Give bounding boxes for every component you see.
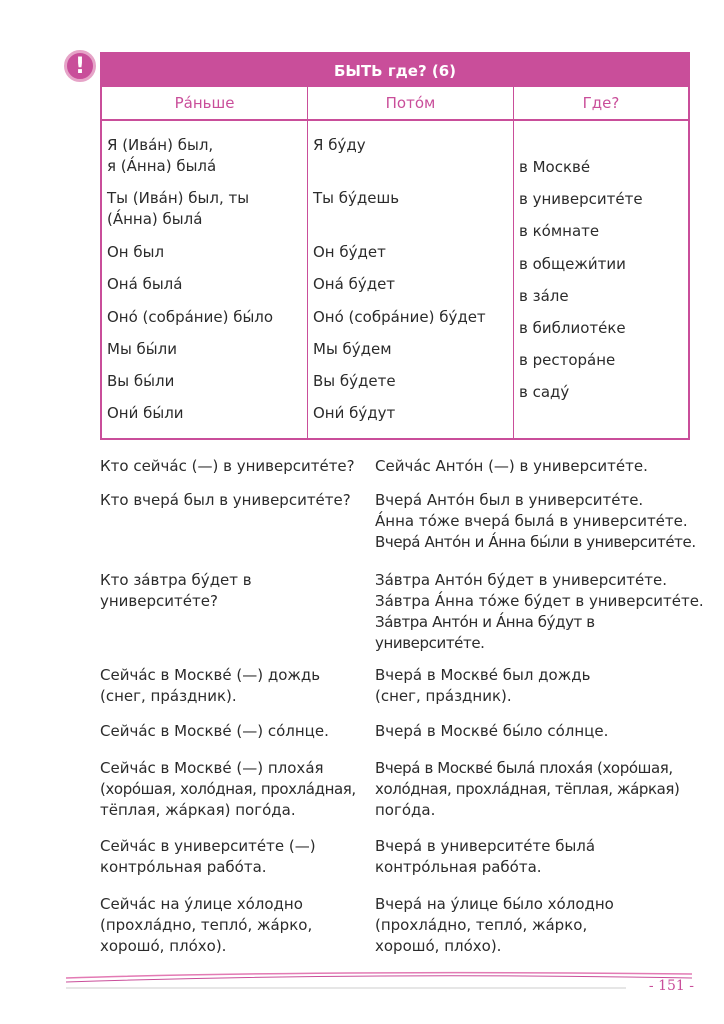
past-form: Мы бы́ли [107,340,177,358]
past-sentence [375,758,705,821]
sentence-line: Сейча́с в Москве́ (—) со́лнце. [100,722,329,740]
present-sentence [100,665,366,707]
answer [375,570,705,654]
past-form: Она́ была́ [107,275,183,293]
answer-line: За́втра Анто́н и А́нна бу́дут в университе́те. [375,613,595,652]
exclamation-icon: ! [64,50,96,82]
where-item: в университе́те [519,190,643,208]
where-item: в общежи́тии [519,255,626,273]
sentence-line: Вчера́ в университе́те была́ [375,837,596,855]
where-item: в библиоте́ке [519,319,626,337]
sentence-line: Сейча́с на у́лице хо́лодно [100,895,303,913]
present-sentence [100,836,366,878]
future-form: Ты бу́дешь [313,189,400,207]
grammar-table [100,52,690,440]
page-number: - 151 - [648,978,694,994]
answer-line: А́нна то́же вчера́ была́ в университе́те. [375,512,688,530]
sentence-line: холо́дная, прохла́дная, тёплая, жа́ркая) [375,780,680,798]
answer-line: За́втра А́нна то́же бу́дет в университе́те. [375,592,704,610]
answer-line: Вчера́ Анто́н и А́нна бы́ли в университе́те. [375,533,696,551]
past-sentence [375,665,705,707]
table-header-row [102,87,688,121]
past-form: Они́ бы́ли [107,404,184,422]
where-column [514,121,688,438]
sentence-line: (прохла́дно, тепло́, жа́рко, [100,916,313,934]
header-future: Пото́м [308,87,514,119]
where-item: в саду́ [519,383,570,401]
past-column [102,121,308,438]
answer-line: Вчера́ Анто́н был в университе́те. [375,491,644,509]
sentence-line: Вчера́ в Москве́ бы́ло со́лнце. [375,722,609,740]
header-past: Ра́ньше [102,87,308,119]
sentence-line: Вчера́ в Москве́ был дождь [375,666,591,684]
answer [375,456,705,477]
future-column [308,121,514,438]
past-form: Оно́ (собра́ние) бы́ло [107,308,274,326]
future-form: Я бу́ду [313,136,366,154]
answer-line: Сейча́с Анто́н (—) в университе́те. [375,457,648,475]
present-sentence [100,721,366,742]
where-item: в ко́мнате [519,222,600,240]
sentence-line: Вчера́ в Москве́ была́ плоха́я (хоро́шая, [375,759,673,777]
sentence-line: контро́льная рабо́та. [375,858,542,876]
future-form: Вы бу́дете [313,372,396,390]
sentence-line: пого́да. [375,801,436,819]
future-form: Мы бу́дем [313,340,392,358]
footer-divider [66,968,692,992]
future-form: Он бу́дет [313,243,386,261]
sentence-line: (хоро́шая, холо́дная, прохла́дная, [100,780,356,798]
header-where: Где? [582,94,620,112]
sentence-line: Вчера́ на у́лице бы́ло хо́лодно [375,895,614,913]
future-form: Они́ бу́дут [313,404,396,422]
past-form: Ты (Ива́н) был, ты [107,189,250,207]
sentence-line: Сейча́с в Москве́ (—) плоха́я [100,759,324,777]
where-item: в Москве́ [519,158,591,176]
question [100,570,366,612]
answer [375,490,705,553]
where-item: в за́ле [519,287,569,305]
table-body-row [102,121,688,438]
present-sentence [100,894,366,957]
sentence-line: Сейча́с в университе́те (—) [100,837,316,855]
future-form: Она́ бу́дет [313,275,396,293]
question [100,456,366,477]
answer-line: За́втра Анто́н бу́дет в университе́те. [375,571,667,589]
past-form: Я (Ива́н) был, [107,136,214,154]
sentence-line: (снег, пра́здник). [375,687,512,705]
sentence-line: (прохла́дно, тепло́, жа́рко, [375,916,588,934]
sentence-line: хорошо́, пло́хо). [100,937,227,955]
question [100,490,366,511]
future-form: Оно́ (собра́ние) бу́дет [313,308,486,326]
question-line: Кто сейча́с (—) в университе́те? [100,457,355,475]
sentence-line: Сейча́с в Москве́ (—) дождь [100,666,321,684]
past-form: я (А́нна) была́ [107,157,217,175]
sentence-line: (снег, пра́здник). [100,687,237,705]
past-form: Он был [107,243,165,261]
past-form: (А́нна) была́ [107,210,203,228]
where-item: в рестора́не [519,351,616,369]
sentence-line: контро́льная рабо́та. [100,858,267,876]
question-line: Кто за́втра бу́дет в университе́те? [100,571,252,610]
past-sentence [375,836,705,878]
table-title: БЫТЬ где? (6) [102,54,688,87]
sentence-line: тёплая, жа́ркая) пого́да. [100,801,296,819]
past-sentence [375,894,705,957]
sentence-line: хорошо́, пло́хо). [375,937,502,955]
question-line: Кто вчера́ был в университе́те? [100,491,351,509]
past-form: Вы бы́ли [107,372,175,390]
past-sentence [375,721,705,742]
present-sentence [100,758,366,821]
